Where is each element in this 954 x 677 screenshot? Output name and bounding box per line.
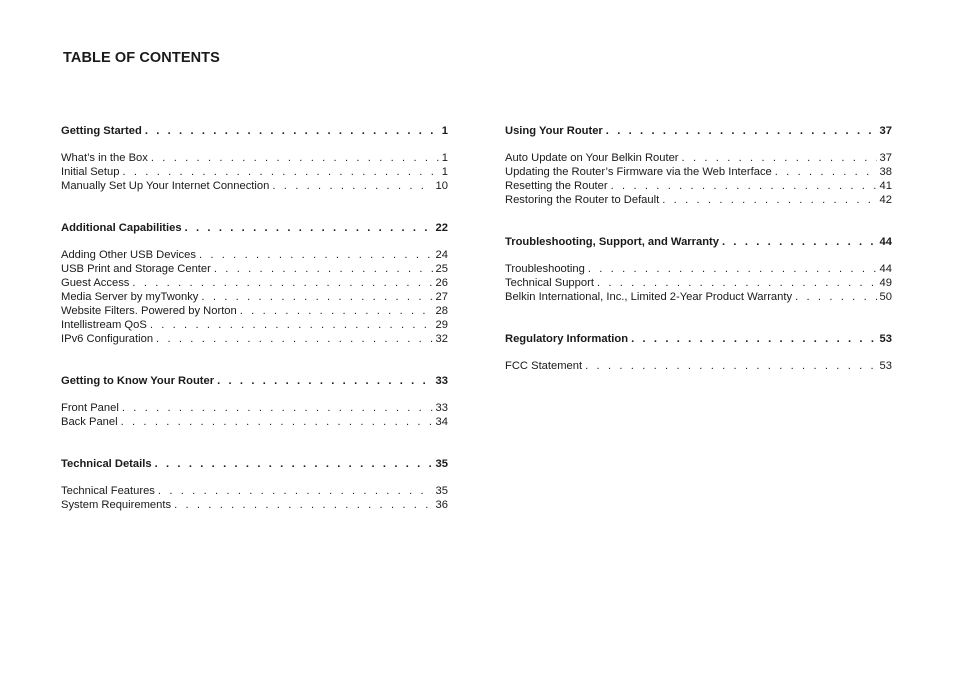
toc-page-number: 44 xyxy=(879,236,892,248)
toc-page-number: 35 xyxy=(435,458,448,470)
toc-page-number: 44 xyxy=(879,263,892,275)
toc-heading[interactable] xyxy=(61,124,448,138)
toc-entry-label: USB Print and Storage Center xyxy=(61,263,211,275)
toc-entry-label: Technical Support xyxy=(505,277,594,289)
toc-heading[interactable] xyxy=(505,124,892,138)
toc-page-number: 26 xyxy=(435,277,448,289)
dot-leader xyxy=(775,165,877,179)
toc-page-number: 10 xyxy=(435,180,448,192)
toc-entry-label: Adding Other USB Devices xyxy=(61,249,196,261)
toc-section-technical-details xyxy=(61,457,448,512)
toc-page-number: 1 xyxy=(441,152,448,164)
toc-section-additional-capabilities xyxy=(61,221,448,346)
toc-heading[interactable] xyxy=(505,235,892,249)
dot-leader xyxy=(150,318,433,332)
dot-leader xyxy=(122,401,433,415)
toc-section-regulatory-information xyxy=(505,332,892,373)
toc-page-number: 27 xyxy=(435,291,448,303)
toc-page-number: 37 xyxy=(879,152,892,164)
toc-entry[interactable] xyxy=(505,151,892,165)
toc-page-number: 25 xyxy=(435,263,448,275)
toc-entry[interactable] xyxy=(61,332,448,346)
toc-page-number: 22 xyxy=(435,222,448,234)
toc-page-number: 33 xyxy=(435,375,448,387)
toc-section-getting-started xyxy=(61,124,448,193)
toc-page-number: 53 xyxy=(879,333,892,345)
toc-entry[interactable] xyxy=(505,276,892,290)
toc-entry-label: IPv6 Configuration xyxy=(61,333,154,345)
toc-column-left xyxy=(61,124,448,512)
dot-leader xyxy=(795,290,876,304)
toc-entry[interactable] xyxy=(61,401,448,415)
toc-entry-label: Manually Set Up Your Internet Connection xyxy=(61,180,270,192)
toc-entry-label: What’s in the Box xyxy=(61,152,148,164)
toc-page-number: 38 xyxy=(879,166,892,178)
toc-entry-label: Front Panel xyxy=(61,402,119,414)
toc-entry-label: Back Panel xyxy=(61,416,118,428)
dot-leader xyxy=(217,374,432,388)
dot-leader xyxy=(611,179,877,193)
dot-leader xyxy=(201,290,432,304)
toc-heading-label: Getting Started xyxy=(61,125,142,137)
toc-page-number: 41 xyxy=(879,180,892,192)
toc-entry[interactable] xyxy=(61,262,448,276)
dot-leader xyxy=(585,359,876,373)
dot-leader xyxy=(158,484,433,498)
toc-page-number: 33 xyxy=(435,402,448,414)
toc-entry-label: Auto Update on Your Belkin Router xyxy=(505,152,679,164)
toc-column-right xyxy=(505,124,892,373)
toc-entry-label: Troubleshooting xyxy=(505,263,585,275)
dot-leader xyxy=(272,179,432,193)
toc-entry[interactable] xyxy=(61,276,448,290)
dot-leader xyxy=(662,193,876,207)
toc-heading[interactable] xyxy=(61,374,448,388)
toc-section-troubleshooting-support-warranty xyxy=(505,235,892,304)
toc-page-number: 1 xyxy=(441,125,448,137)
toc-heading-label: Troubleshooting, Support, and Warranty xyxy=(505,236,720,248)
toc-page-number: 37 xyxy=(879,125,892,137)
dot-leader xyxy=(588,262,877,276)
toc-entry-label: Technical Features xyxy=(61,485,155,497)
toc-page-number: 50 xyxy=(879,291,892,303)
toc-entry-label: Guest Access xyxy=(61,277,130,289)
toc-heading-label: Technical Details xyxy=(61,458,152,470)
toc-heading-label: Using Your Router xyxy=(505,125,603,137)
toc-entry-label: FCC Statement xyxy=(505,360,583,372)
toc-heading[interactable] xyxy=(505,332,892,346)
toc-heading-label: Additional Capabilities xyxy=(61,222,182,234)
dot-leader xyxy=(214,262,433,276)
dot-leader xyxy=(155,457,433,471)
toc-page-number: 28 xyxy=(435,305,448,317)
toc-entry-label: Restoring the Router to Default xyxy=(505,194,660,206)
toc-entry[interactable] xyxy=(61,165,448,179)
toc-page-number: 49 xyxy=(879,277,892,289)
toc-entry[interactable] xyxy=(505,179,892,193)
toc-page-number: 53 xyxy=(879,360,892,372)
toc-section-getting-to-know-your-router xyxy=(61,374,448,429)
toc-entry[interactable] xyxy=(61,290,448,304)
dot-leader xyxy=(597,276,877,290)
toc-entry[interactable] xyxy=(61,304,448,318)
toc-heading-label: Getting to Know Your Router xyxy=(61,375,215,387)
dot-leader xyxy=(151,151,439,165)
toc-entry-label: Media Server by myTwonky xyxy=(61,291,199,303)
toc-heading[interactable] xyxy=(61,221,448,235)
toc-entry[interactable] xyxy=(61,151,448,165)
toc-entry[interactable] xyxy=(61,415,448,429)
dot-leader xyxy=(156,332,433,346)
toc-entry-label: Resetting the Router xyxy=(505,180,608,192)
dot-leader xyxy=(199,248,433,262)
toc-entry[interactable] xyxy=(505,262,892,276)
dot-leader xyxy=(174,498,432,512)
toc-entry[interactable] xyxy=(505,193,892,207)
toc-page-number: 34 xyxy=(435,416,448,428)
toc-page-number: 32 xyxy=(435,333,448,345)
dot-leader xyxy=(185,221,433,235)
toc-entry[interactable] xyxy=(505,290,892,304)
toc-entry[interactable] xyxy=(61,248,448,262)
toc-page-number: 35 xyxy=(435,485,448,497)
toc-entry-label: Initial Setup xyxy=(61,166,120,178)
toc-entry[interactable] xyxy=(61,498,448,512)
toc-page-number: 1 xyxy=(441,166,448,178)
toc-section-using-your-router xyxy=(505,124,892,207)
toc-entry[interactable] xyxy=(61,318,448,332)
dot-leader xyxy=(722,235,877,249)
dot-leader xyxy=(132,276,432,290)
page-title: TABLE OF CONTENTS xyxy=(63,50,220,66)
dot-leader xyxy=(122,165,438,179)
toc-page-number: 24 xyxy=(435,249,448,261)
dot-leader xyxy=(145,124,439,138)
toc-page-number: 29 xyxy=(435,319,448,331)
toc-entry[interactable] xyxy=(505,165,892,179)
dot-leader xyxy=(682,151,877,165)
toc-page-number: 42 xyxy=(879,194,892,206)
toc-heading[interactable] xyxy=(61,457,448,471)
dot-leader xyxy=(240,304,433,318)
dot-leader xyxy=(631,332,876,346)
toc-entry-label: Belkin International, Inc., Limited 2-Year Product Warranty xyxy=(505,291,793,303)
dot-leader xyxy=(606,124,877,138)
toc-entry[interactable] xyxy=(505,359,892,373)
toc-page-number: 36 xyxy=(435,499,448,511)
toc-entry-label: System Requirements xyxy=(61,499,172,511)
toc-entry[interactable] xyxy=(61,179,448,193)
dot-leader xyxy=(121,415,433,429)
toc-heading-label: Regulatory Information xyxy=(505,333,629,345)
toc-entry[interactable] xyxy=(61,484,448,498)
toc-entry-label: Intellistream QoS xyxy=(61,319,147,331)
toc-entry-label: Updating the Router’s Firmware via the Web Interface xyxy=(505,166,772,178)
toc-entry-label: Website Filters. Powered by Norton xyxy=(61,305,237,317)
